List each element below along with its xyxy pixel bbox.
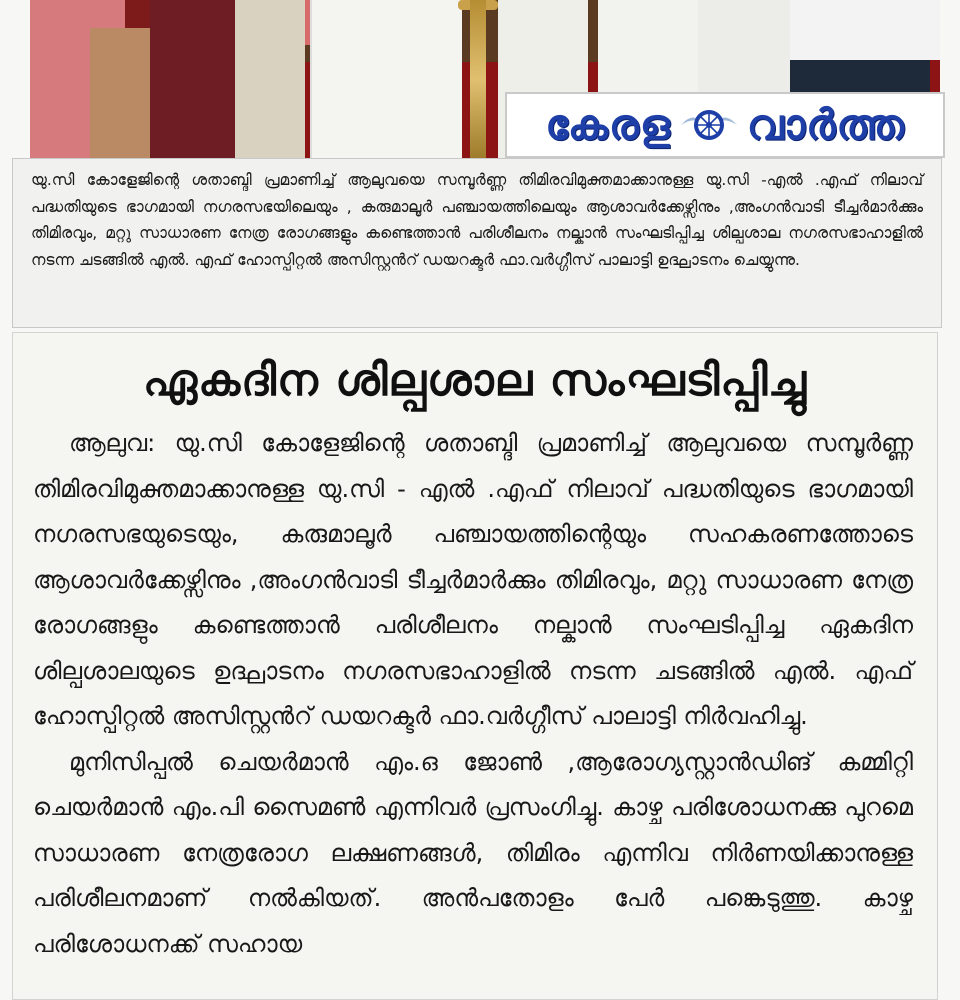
caption-text: യു.സി കോളേജിന്റെ ശതാബ്ദി പ്രമാണിച്ച് ആലുവയെ സമ്പൂർണ്ണ തിമിരവിമുക്തമാക്കാനുള്ള യു.സി -എൽ .എഫ് നിലാവ് പദ്ധതിയുടെ ഭാഗമായി നഗരസഭയിലെയും , കരുമാലൂർ പഞ്ചായത്തിലെയും ആശാവർക്കേഴ്സിനും ,അംഗൻവാടി ടീച്ചർമാർക്കും തിമിരവും, മറ്റു സാധാരണ നേത്ര രോഗങ്ങളും കണ്ടെത്താൻ പരിശീലനം നല്കാൻ സംഘടിപ്പിച്ച ശില്പശാല നഗരസഭാഹാളിൽ നടന്ന ചടങ്ങിൽ എൽ. എഫ് ഹോസ്പിറ്റൽ അസിസ്റ്റൻറ് ഡയറക്ടർ ഫാ.വർഗ്ഗീസ് പാലാട്ടി ഉദ്ഘാടനം ചെയ്യുന്നു. [31,171,923,269]
logo-word-left: കേരള [545,100,671,149]
article-body [33,421,913,967]
article-headline: ഏകദിന ശില്പശാല സംഘടിപ്പിച്ചു [142,355,808,406]
article-paragraph-2: മുനിസിപ്പൽ ചെയർമാൻ എം.ഒ ജോൺ ,ആരോഗ്യസ്റ്റാൻഡിങ് കമ്മിറ്റി ചെയർമാൻ എം.പി സൈമൺ എന്നിവർ പ്രസംഗിച്ചു. കാഴ്ച പരിശോധനക്കു പുറമെ സാധാരണ നേത്രരോഗ ലക്ഷണങ്ങൾ, തിമിരം എന്നിവ നിർണയിക്കാനുള്ള പരിശീലനമാണ് നൽകിയത്. അൻപതോളം പേർ പങ്കെടുത്തു. കാഴ്ച പരിശോധനക്ക് സഹായ [33,747,913,958]
news-article [12,332,938,1000]
wheel-icon [679,103,739,147]
article-paragraph-1: ആലുവ: യു.സി കോളേജിന്റെ ശതാബ്ദി പ്രമാണിച്ച് ആലുവയെ സമ്പൂർണ്ണ തിമിരവിമുക്തമാക്കാനുള്ള യു.സി - എൽ .എഫ് നിലാവ് പദ്ധതിയുടെ ഭാഗമായി നഗരസഭയുടെയും, കരുമാലൂർ പഞ്ചായത്തിന്റെയും സഹകരണത്തോടെ ആശാവർക്കേഴ്സിനും ,അംഗൻവാടി ടീച്ചർമാർക്കും തിമിരവും, മറ്റു സാധാരണ നേത്ര രോഗങ്ങളും കണ്ടെത്താൻ പരിശീലനം നല്കാൻ സംഘടിപ്പിച്ച ഏകദിന ശില്പശാലയുടെ ഉദ്ഘാടനം നഗരസഭാഹാളിൽ നടന്ന ചടങ്ങിൽ എൽ. എഫ് ഹോസ്പിറ്റൽ അസിസ്റ്റൻറ് ഡയറക്ടർ ഫാ.വർഗ്ഗീസ് പാലാട്ടി നിർവഹിച്ചു. [33,429,913,730]
publication-logo [505,92,945,158]
photo-caption [12,158,942,328]
logo-word-right: വാർത്ത [746,100,905,149]
